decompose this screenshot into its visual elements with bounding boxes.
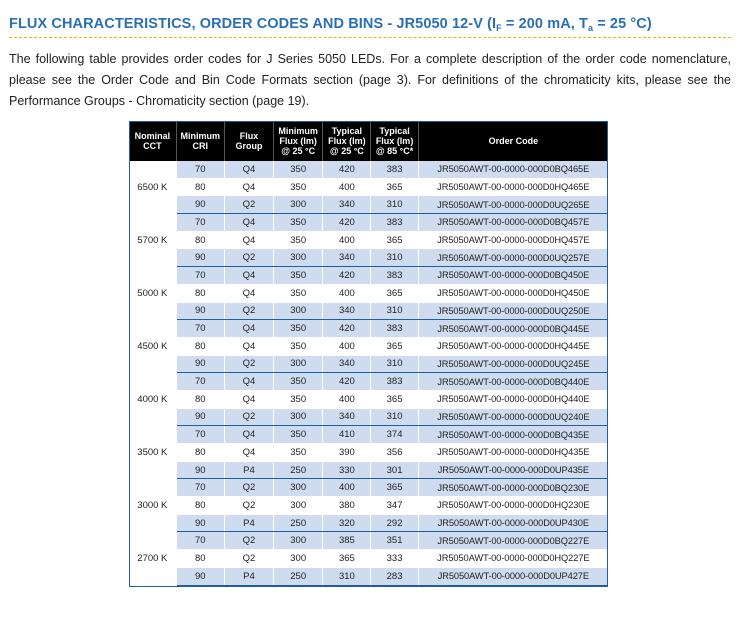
cri-cell: 70 (176, 214, 224, 232)
table-row (129, 461, 608, 479)
typ-flux-25-cell: 385 (323, 532, 371, 550)
typ-flux-85-cell: 292 (371, 514, 418, 532)
min-flux-cell: 350 (274, 178, 323, 196)
flux-group-cell: Q4 (224, 390, 273, 408)
table-row (129, 249, 608, 267)
order-code-cell: JR5050AWT-00-0000-000D0BQ440E (418, 373, 608, 391)
cri-cell: 70 (176, 267, 224, 285)
typ-flux-25-cell: 400 (323, 479, 371, 497)
cri-cell: 90 (176, 461, 224, 479)
min-flux-cell: 350 (274, 214, 323, 232)
typ-flux-25-cell: 340 (323, 249, 371, 267)
typ-flux-25-cell: 330 (323, 461, 371, 479)
min-flux-cell: 350 (274, 426, 323, 444)
cct-cell: 3000 K (129, 479, 176, 532)
min-flux-cell: 250 (274, 514, 323, 532)
flux-group-cell: Q4 (224, 161, 273, 178)
typ-flux-85-cell: 301 (371, 461, 418, 479)
cri-cell: 70 (176, 479, 224, 497)
min-flux-cell: 300 (274, 355, 323, 373)
typ-flux-85-cell: 310 (371, 355, 418, 373)
table-row (129, 497, 608, 515)
cri-cell: 70 (176, 161, 224, 178)
typ-flux-25-cell: 400 (323, 178, 371, 196)
typ-flux-85-cell: 347 (371, 497, 418, 515)
min-flux-cell: 300 (274, 196, 323, 214)
cct-cell: 6500 K (129, 161, 176, 214)
flux-group-cell: P4 (224, 567, 273, 585)
header-typ-flux-25: Typical Flux (lm) @ 25 °C (323, 121, 371, 161)
min-flux-cell: 300 (274, 497, 323, 515)
min-flux-cell: 350 (274, 231, 323, 249)
table-row (129, 267, 608, 285)
order-code-cell: JR5050AWT-00-0000-000D0BQ457E (418, 214, 608, 232)
table-row (129, 178, 608, 196)
min-flux-cell: 250 (274, 567, 323, 585)
min-flux-cell: 350 (274, 444, 323, 462)
cct-cell: 5700 K (129, 214, 176, 267)
title-sub-f: F (496, 23, 502, 33)
cri-cell: 80 (176, 550, 224, 568)
flux-group-cell: Q2 (224, 355, 273, 373)
table-row (129, 550, 608, 568)
cri-cell: 90 (176, 567, 224, 585)
min-flux-cell: 350 (274, 267, 323, 285)
flux-group-cell: Q2 (224, 479, 273, 497)
order-code-table (129, 121, 608, 586)
typ-flux-25-cell: 400 (323, 284, 371, 302)
typ-flux-85-cell: 283 (371, 567, 418, 585)
table-row (129, 426, 608, 444)
order-code-cell: JR5050AWT-00-0000-000D0HQ227E (418, 550, 608, 568)
cri-cell: 80 (176, 178, 224, 196)
typ-flux-25-cell: 420 (323, 320, 371, 338)
cri-cell: 70 (176, 373, 224, 391)
table-row (129, 532, 608, 550)
order-code-cell: JR5050AWT-00-0000-000D0HQ440E (418, 390, 608, 408)
cct-group (129, 161, 608, 214)
table-row (129, 231, 608, 249)
cct-group (129, 479, 608, 532)
cri-cell: 80 (176, 444, 224, 462)
table-header (129, 121, 608, 161)
header-cct: Nominal CCT (129, 121, 176, 161)
typ-flux-85-cell: 310 (371, 302, 418, 320)
typ-flux-25-cell: 400 (323, 231, 371, 249)
order-code-cell: JR5050AWT-00-0000-000D0UQ250E (418, 302, 608, 320)
order-code-cell: JR5050AWT-00-0000-000D0UQ265E (418, 196, 608, 214)
table-row (129, 320, 608, 338)
cct-group (129, 426, 608, 479)
order-code-cell: JR5050AWT-00-0000-000D0BQ445E (418, 320, 608, 338)
typ-flux-85-cell: 383 (371, 267, 418, 285)
min-flux-cell: 300 (274, 249, 323, 267)
typ-flux-25-cell: 365 (323, 550, 371, 568)
flux-group-cell: Q4 (224, 267, 273, 285)
header-cri: Minimum CRI (176, 121, 224, 161)
typ-flux-85-cell: 383 (371, 161, 418, 178)
min-flux-cell: 300 (274, 479, 323, 497)
typ-flux-25-cell: 320 (323, 514, 371, 532)
order-code-cell: JR5050AWT-00-0000-000D0BQ230E (418, 479, 608, 497)
typ-flux-25-cell: 380 (323, 497, 371, 515)
typ-flux-85-cell: 365 (371, 231, 418, 249)
typ-flux-85-cell: 365 (371, 178, 418, 196)
typ-flux-85-cell: 310 (371, 196, 418, 214)
typ-flux-85-cell: 374 (371, 426, 418, 444)
title-mid: = 200 mA, T (501, 16, 588, 32)
cri-cell: 90 (176, 514, 224, 532)
typ-flux-85-cell: 383 (371, 373, 418, 391)
cri-cell: 70 (176, 532, 224, 550)
cri-cell: 70 (176, 320, 224, 338)
flux-group-cell: Q4 (224, 284, 273, 302)
flux-group-cell: P4 (224, 461, 273, 479)
flux-group-cell: Q2 (224, 532, 273, 550)
order-code-cell: JR5050AWT-00-0000-000D0UP427E (418, 567, 608, 585)
typ-flux-85-cell: 333 (371, 550, 418, 568)
cri-cell: 80 (176, 390, 224, 408)
cri-cell: 80 (176, 284, 224, 302)
order-code-cell: JR5050AWT-00-0000-000D0UQ240E (418, 408, 608, 426)
typ-flux-85-cell: 383 (371, 320, 418, 338)
order-code-cell: JR5050AWT-00-0000-000D0BQ227E (418, 532, 608, 550)
typ-flux-25-cell: 410 (323, 426, 371, 444)
cri-cell: 90 (176, 408, 224, 426)
order-code-cell: JR5050AWT-00-0000-000D0UQ245E (418, 355, 608, 373)
order-code-cell: JR5050AWT-00-0000-000D0HQ445E (418, 337, 608, 355)
typ-flux-25-cell: 400 (323, 337, 371, 355)
flux-group-cell: Q2 (224, 550, 273, 568)
table-row (129, 408, 608, 426)
min-flux-cell: 300 (274, 408, 323, 426)
title-divider (9, 37, 731, 38)
table-row (129, 390, 608, 408)
order-code-cell: JR5050AWT-00-0000-000D0HQ435E (418, 444, 608, 462)
table-row (129, 355, 608, 373)
header-min-flux: Minimum Flux (lm) @ 25 °C (274, 121, 323, 161)
flux-group-cell: Q4 (224, 337, 273, 355)
min-flux-cell: 300 (274, 550, 323, 568)
header-typ-flux-85: Typical Flux (lm) @ 85 °C* (371, 121, 418, 161)
cri-cell: 70 (176, 426, 224, 444)
cct-cell: 3500 K (129, 426, 176, 479)
typ-flux-25-cell: 420 (323, 267, 371, 285)
order-code-cell: JR5050AWT-00-0000-000D0BQ435E (418, 426, 608, 444)
min-flux-cell: 300 (274, 532, 323, 550)
table-row (129, 567, 608, 585)
typ-flux-85-cell: 365 (371, 284, 418, 302)
section-title (9, 16, 731, 33)
cri-cell: 90 (176, 249, 224, 267)
table-row (129, 214, 608, 232)
typ-flux-85-cell: 310 (371, 408, 418, 426)
cct-cell: 2700 K (129, 532, 176, 585)
flux-group-cell: P4 (224, 514, 273, 532)
flux-group-cell: Q2 (224, 196, 273, 214)
cct-group (129, 267, 608, 320)
order-code-cell: JR5050AWT-00-0000-000D0HQ457E (418, 231, 608, 249)
min-flux-cell: 350 (274, 373, 323, 391)
min-flux-cell: 350 (274, 284, 323, 302)
typ-flux-25-cell: 400 (323, 390, 371, 408)
order-code-cell: JR5050AWT-00-0000-000D0UP435E (418, 461, 608, 479)
min-flux-cell: 350 (274, 161, 323, 178)
min-flux-cell: 300 (274, 302, 323, 320)
typ-flux-25-cell: 420 (323, 373, 371, 391)
order-code-cell: JR5050AWT-00-0000-000D0UP430E (418, 514, 608, 532)
title-end: = 25 °C) (593, 16, 652, 32)
header-flux-group: Flux Group (224, 121, 273, 161)
table-row (129, 337, 608, 355)
flux-group-cell: Q4 (224, 373, 273, 391)
flux-group-cell: Q4 (224, 178, 273, 196)
typ-flux-25-cell: 340 (323, 355, 371, 373)
title-main: FLUX CHARACTERISTICS, ORDER CODES AND BINS - JR5050 12-V (I (9, 16, 497, 32)
typ-flux-85-cell: 356 (371, 444, 418, 462)
intro-paragraph: The following table provides order codes for J Series 5050 LEDs. For a complete description of the order code nomenclature, please see the Order Code and Bin Code Formats section (page 3). For definitions of the chromaticity kits, please see the Performance Groups - Chromaticity section (page 19). (9, 52, 731, 108)
cri-cell: 80 (176, 231, 224, 249)
order-code-cell: JR5050AWT-00-0000-000D0HQ230E (418, 497, 608, 515)
min-flux-cell: 350 (274, 337, 323, 355)
cct-group (129, 214, 608, 267)
cct-group (129, 373, 608, 426)
flux-group-cell: Q2 (224, 302, 273, 320)
cct-group (129, 320, 608, 373)
table-row (129, 444, 608, 462)
cct-cell: 4500 K (129, 320, 176, 373)
table-row (129, 302, 608, 320)
table-row (129, 161, 608, 178)
typ-flux-85-cell: 351 (371, 532, 418, 550)
table-row (129, 196, 608, 214)
cri-cell: 90 (176, 355, 224, 373)
table-row (129, 373, 608, 391)
typ-flux-25-cell: 390 (323, 444, 371, 462)
min-flux-cell: 350 (274, 390, 323, 408)
cct-cell: 5000 K (129, 267, 176, 320)
flux-group-cell: Q4 (224, 426, 273, 444)
flux-group-cell: Q4 (224, 444, 273, 462)
flux-group-cell: Q2 (224, 497, 273, 515)
min-flux-cell: 350 (274, 320, 323, 338)
typ-flux-25-cell: 340 (323, 408, 371, 426)
typ-flux-25-cell: 310 (323, 567, 371, 585)
flux-group-cell: Q4 (224, 231, 273, 249)
flux-group-cell: Q2 (224, 408, 273, 426)
cri-cell: 90 (176, 196, 224, 214)
order-code-cell: JR5050AWT-00-0000-000D0HQ450E (418, 284, 608, 302)
cct-cell: 4000 K (129, 373, 176, 426)
flux-group-cell: Q4 (224, 320, 273, 338)
typ-flux-25-cell: 420 (323, 161, 371, 178)
typ-flux-85-cell: 310 (371, 249, 418, 267)
typ-flux-25-cell: 420 (323, 214, 371, 232)
order-code-cell: JR5050AWT-00-0000-000D0BQ450E (418, 267, 608, 285)
flux-group-cell: Q2 (224, 249, 273, 267)
typ-flux-85-cell: 365 (371, 337, 418, 355)
typ-flux-85-cell: 383 (371, 214, 418, 232)
typ-flux-25-cell: 340 (323, 196, 371, 214)
typ-flux-85-cell: 365 (371, 479, 418, 497)
table-row (129, 479, 608, 497)
table-row (129, 514, 608, 532)
min-flux-cell: 250 (274, 461, 323, 479)
typ-flux-85-cell: 365 (371, 390, 418, 408)
order-code-cell: JR5050AWT-00-0000-000D0HQ465E (418, 178, 608, 196)
cri-cell: 90 (176, 302, 224, 320)
header-order-code: Order Code (418, 121, 608, 161)
order-code-cell: JR5050AWT-00-0000-000D0UQ257E (418, 249, 608, 267)
cct-group (129, 532, 608, 585)
cri-cell: 80 (176, 337, 224, 355)
order-code-cell: JR5050AWT-00-0000-000D0BQ465E (418, 161, 608, 178)
flux-group-cell: Q4 (224, 214, 273, 232)
table-row (129, 284, 608, 302)
cri-cell: 80 (176, 497, 224, 515)
title-sub-a: a (588, 23, 594, 33)
typ-flux-25-cell: 340 (323, 302, 371, 320)
